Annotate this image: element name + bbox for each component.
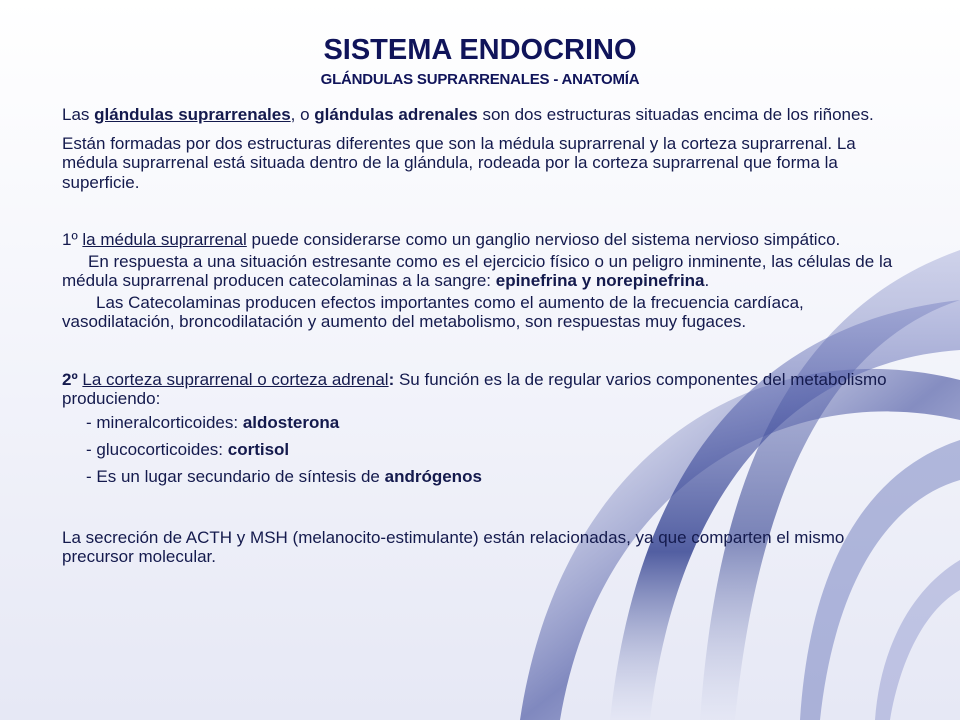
list-item-label: - glucocorticoides: xyxy=(86,439,228,459)
punctuation: : xyxy=(388,369,395,389)
page-subtitle: GLÁNDULAS SUPRARRENALES - ANATOMÍA xyxy=(320,71,640,88)
medula-link[interactable]: la médula suprarrenal xyxy=(82,230,247,249)
section-number: 1º xyxy=(62,230,83,249)
list-item-term: andrógenos xyxy=(384,466,482,486)
list-item-term: aldosterona xyxy=(242,412,340,432)
efectos-paragraph: Las Catecolaminas producen efectos importantes como el aumento de la frecuencia cardíaca, vasodilatación, broncodilatación y aumento del metabolismo, son respuestas muy fugaces. xyxy=(62,292,804,331)
list-item xyxy=(62,463,912,490)
section-number: 2º xyxy=(62,369,83,389)
glandulas-adrenales-term: glándulas adrenales xyxy=(314,105,478,124)
corteza-link[interactable]: La corteza suprarrenal o corteza adrenal xyxy=(82,369,389,389)
corteza-paragraph xyxy=(62,370,912,409)
intro-text: Las xyxy=(62,105,95,124)
intro-text: , o xyxy=(290,105,315,124)
list-item-label: - mineralcorticoides: xyxy=(86,412,243,432)
medula-paragraph xyxy=(62,230,912,250)
list-item-term: cortisol xyxy=(227,439,290,459)
list-item xyxy=(62,436,912,463)
catecolaminas-text: En respuesta a una situación estresante como es el ejercicio físico o un peligro inminente, las células de la médula suprarrenal producen catecolaminas a la sangre: xyxy=(62,251,893,290)
glandulas-suprarrenales-term[interactable]: glándulas suprarrenales xyxy=(94,105,291,124)
intro-paragraph xyxy=(62,105,912,125)
medula-text: puede considerarse como un ganglio nervioso del sistema nervioso simpático. xyxy=(246,230,841,249)
closing-paragraph: La secreción de ACTH y MSH (melanocito-estimulante) están relacionadas, ya que comparten el mismo precursor molecular. xyxy=(62,527,845,566)
intro-text: son dos estructuras situadas encima de los riñones. xyxy=(477,105,874,124)
corteza-text: Su función es la de regular varios componentes del metabolismo produciendo: xyxy=(62,369,887,408)
slide-body xyxy=(62,105,912,567)
list-item xyxy=(62,409,912,436)
punctuation: . xyxy=(704,271,710,290)
epinefrina-term: epinefrina y norepinefrina xyxy=(495,271,705,290)
list-item-label: - Es un lugar secundario de síntesis de xyxy=(86,466,385,486)
page-title: SISTEMA ENDOCRINO xyxy=(323,34,637,66)
catecolaminas-paragraph xyxy=(62,252,912,291)
structure-paragraph: Están formadas por dos estructuras diferentes que son la médula suprarrenal y la corteza suprarrenal. La médula suprarrenal está situada dentro de la glándula, rodeada por la corteza suprarrenal que forma la superficie. xyxy=(62,133,856,192)
